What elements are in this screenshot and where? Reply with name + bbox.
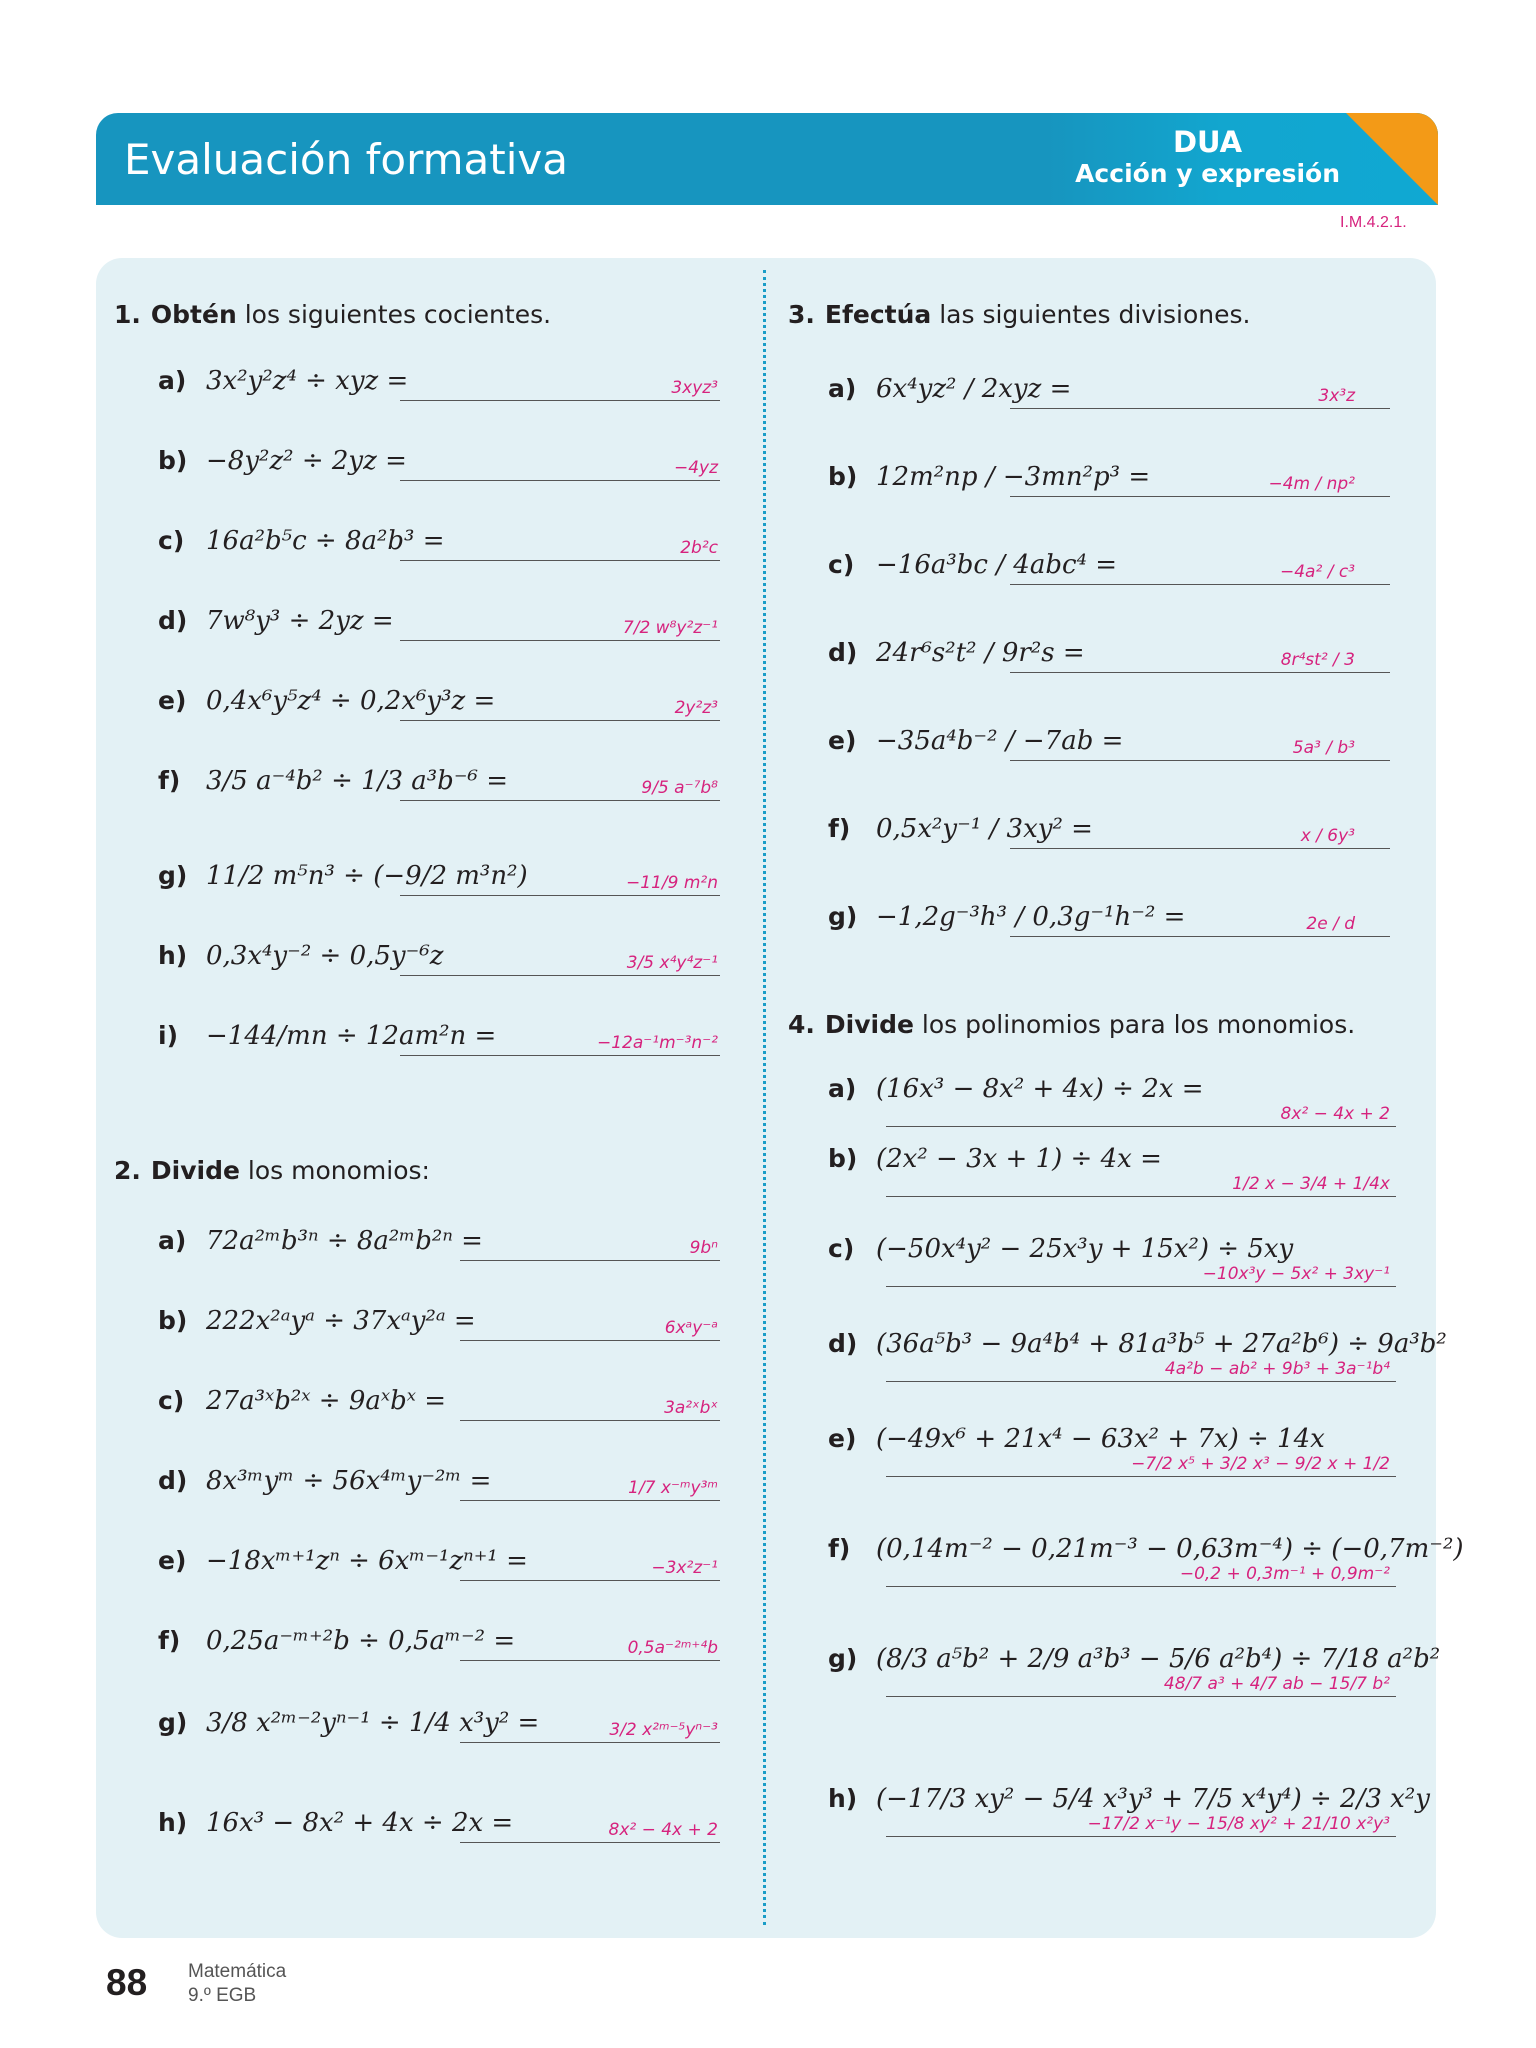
q1-item-h (158, 937, 738, 983)
q1-item-f (158, 762, 738, 808)
q2-heading (114, 1156, 430, 1185)
item-label: e) (158, 1546, 187, 1575)
answer-line[interactable] (1010, 672, 1390, 673)
item-label: f) (158, 1626, 181, 1655)
answer-line[interactable] (400, 400, 720, 401)
answer-line[interactable] (400, 800, 720, 801)
answer-line[interactable] (1010, 848, 1390, 849)
answer-line[interactable] (886, 1696, 1396, 1697)
item-label: h) (158, 941, 188, 970)
q2-item-h (158, 1804, 738, 1850)
grade-level: 9.º EGB (188, 1985, 257, 2006)
answer-text: 5a³ / b³ (1292, 738, 1355, 758)
q4-heading (788, 1010, 1355, 1039)
answer-line[interactable] (1010, 760, 1390, 761)
dua-subtitle: Acción y expresión (1075, 159, 1340, 188)
answer-text: 1/2 x − 3/4 + 1/4x (1232, 1174, 1390, 1194)
answer-line[interactable] (400, 480, 720, 481)
answer-text: 9bⁿ (689, 1238, 718, 1258)
item-label: f) (158, 766, 181, 795)
expression: 24r⁶s²t² / 9r²s = (876, 638, 1085, 668)
q1-item-a (158, 362, 738, 408)
answer-text: 1/7 x⁻ᵐy³ᵐ (628, 1478, 718, 1498)
item-label: e) (828, 1424, 857, 1453)
expression: 0,3x⁴y⁻² ÷ 0,5y⁻⁶z (206, 941, 444, 971)
q3-item-d (828, 634, 1375, 680)
answer-text: 6xᵃy⁻ᵃ (664, 1318, 718, 1338)
answer-text: 4a²b − ab² + 9b³ + 3a⁻¹b⁴ (1164, 1359, 1390, 1379)
q2-item-e (158, 1542, 738, 1588)
q4-item-c (828, 1230, 1410, 1284)
item-label: b) (828, 1144, 858, 1173)
q1-item-e (158, 682, 738, 728)
q1-item-g (158, 857, 738, 903)
expression: 16x³ − 8x² + 4x ÷ 2x = (206, 1808, 514, 1838)
q4-item-h (828, 1780, 1430, 1834)
expression: 8x³ᵐyᵐ ÷ 56x⁴ᵐy⁻²ᵐ = (206, 1466, 492, 1496)
q3-item-c (828, 546, 1375, 592)
item-label: b) (158, 1306, 188, 1335)
item-label: b) (158, 446, 188, 475)
item-label: c) (158, 526, 185, 555)
expression: 11/2 m⁵n³ ÷ (−9/2 m³n²) (206, 861, 528, 891)
item-label: d) (828, 638, 858, 667)
expression: (36a⁵b³ − 9a⁴b⁴ + 81a³b⁵ + 27a²b⁶) ÷ 9a³b² (876, 1329, 1447, 1359)
answer-text: 3/2 x²ᵐ⁻⁵yⁿ⁻³ (609, 1720, 718, 1740)
expression: 222x²ᵃyᵃ ÷ 37xᵃy²ᵃ = (206, 1306, 476, 1336)
answer-text: 8x² − 4x + 2 (1280, 1104, 1390, 1124)
answer-line[interactable] (886, 1381, 1396, 1382)
expression: −1,2g⁻³h³ / 0,3g⁻¹h⁻² = (876, 902, 1186, 932)
q2-item-a (158, 1222, 738, 1268)
expression: 0,25a⁻ᵐ⁺²b ÷ 0,5aᵐ⁻² = (206, 1626, 516, 1656)
item-label: i) (158, 1021, 178, 1050)
answer-text: −3x²z⁻¹ (651, 1558, 718, 1578)
item-label: c) (828, 1234, 855, 1263)
q1-item-b (158, 442, 738, 488)
answer-text: 7/2 w⁸y²z⁻¹ (622, 618, 718, 638)
answer-text: −4m / np² (1268, 474, 1355, 494)
answer-line[interactable] (886, 1126, 1396, 1127)
item-label: c) (158, 1386, 185, 1415)
answer-line[interactable] (886, 1586, 1396, 1587)
q1-item-d (158, 602, 738, 648)
q4-item-d (828, 1325, 1447, 1379)
answer-text: 2e / d (1306, 914, 1355, 934)
q4-text: los polinomios para los monomios. (913, 1010, 1356, 1039)
expression: −8y²z² ÷ 2yz = (206, 446, 407, 476)
expression: −18xᵐ⁺¹zⁿ ÷ 6xᵐ⁻¹zⁿ⁺¹ = (206, 1546, 528, 1576)
answer-line[interactable] (400, 720, 720, 721)
q3-item-a (828, 370, 1375, 416)
answer-text: 9/5 a⁻⁷b⁸ (641, 778, 718, 798)
q2-verb: Divide (150, 1156, 240, 1185)
expression: 12m²np / −3mn²p³ = (876, 462, 1151, 492)
expression: 72a²ᵐb³ⁿ ÷ 8a²ᵐb²ⁿ = (206, 1226, 483, 1256)
answer-text: 3a²ˣbˣ (664, 1398, 718, 1418)
expression: 3/8 x²ᵐ⁻²yⁿ⁻¹ ÷ 1/4 x³y² = (206, 1708, 540, 1738)
expression: (16x³ − 8x² + 4x) ÷ 2x = (876, 1074, 1204, 1104)
answer-text: −4yz (673, 458, 718, 478)
q4-item-f (828, 1530, 1464, 1584)
answer-line[interactable] (400, 640, 720, 641)
answer-text: −12a⁻¹m⁻³n⁻² (597, 1033, 718, 1053)
page-number: 88 (106, 1962, 148, 2003)
expression: (−50x⁴y² − 25x³y + 15x²) ÷ 5xy (876, 1234, 1294, 1264)
answer-text: 0,5a⁻²ᵐ⁺⁴b (627, 1638, 718, 1658)
answer-line[interactable] (886, 1286, 1396, 1287)
answer-line[interactable] (886, 1196, 1396, 1197)
q4-item-a (828, 1070, 1410, 1124)
page-title: Evaluación formativa (124, 135, 568, 184)
answer-text: −4a² / c³ (1280, 562, 1355, 582)
answer-text: 8r⁴st² / 3 (1280, 650, 1355, 670)
q2-item-c (158, 1382, 738, 1428)
answer-text: x / 6y³ (1300, 826, 1355, 846)
answer-line[interactable] (460, 1660, 720, 1661)
answer-line[interactable] (400, 975, 720, 976)
item-label: c) (828, 550, 855, 579)
answer-line[interactable] (460, 1500, 720, 1501)
item-label: g) (828, 1644, 858, 1673)
expression: (−49x⁶ + 21x⁴ − 63x² + 7x) ÷ 14x (876, 1424, 1325, 1454)
answer-text: 2b²c (680, 538, 718, 558)
q1-number: 1. (114, 300, 141, 329)
item-label: g) (158, 861, 188, 890)
q2-number: 2. (114, 1156, 141, 1185)
answer-line[interactable] (460, 1580, 720, 1581)
answer-line[interactable] (460, 1842, 720, 1843)
answer-text: 48/7 a³ + 4/7 ab − 15/7 b² (1163, 1674, 1390, 1694)
q4-item-g (828, 1640, 1441, 1694)
footer-subject (188, 1960, 286, 2008)
q2-item-f (158, 1622, 738, 1668)
q3-heading (788, 300, 1250, 329)
expression: 3/5 a⁻⁴b² ÷ 1/3 a³b⁻⁶ = (206, 766, 509, 796)
item-label: d) (158, 606, 188, 635)
item-label: b) (828, 462, 858, 491)
answer-text: 8x² − 4x + 2 (608, 1820, 718, 1840)
answer-text: 3xyz³ (671, 378, 718, 398)
expression: (−17/3 xy² − 5/4 x³y³ + 7/5 x⁴y⁴) ÷ 2/3 x²y (876, 1784, 1430, 1814)
expression: 7w⁸y³ ÷ 2yz = (206, 606, 394, 636)
answer-line[interactable] (460, 1742, 720, 1743)
answer-text: 3/5 x⁴y⁴z⁻¹ (626, 953, 718, 973)
expression: 6x⁴yz² / 2xyz = (876, 374, 1072, 404)
expression: 3x²y²z⁴ ÷ xyz = (206, 366, 409, 396)
item-label: e) (158, 686, 187, 715)
q3-item-e (828, 722, 1375, 768)
q2-text: los monomios: (239, 1156, 430, 1185)
answer-line[interactable] (460, 1340, 720, 1341)
q3-item-g (828, 898, 1375, 944)
expression: (2x² − 3x + 1) ÷ 4x = (876, 1144, 1162, 1174)
q1-text: los siguientes cocientes. (236, 300, 552, 329)
item-label: h) (158, 1808, 188, 1837)
section-header (96, 113, 1438, 205)
q2-item-d (158, 1462, 738, 1508)
answer-line[interactable] (886, 1476, 1396, 1477)
answer-text: −17/2 x⁻¹y − 15/8 xy² + 21/10 x²y³ (1087, 1814, 1390, 1834)
answer-line[interactable] (460, 1260, 720, 1261)
item-label: f) (828, 814, 851, 843)
item-label: d) (828, 1329, 858, 1358)
header-corner (1346, 113, 1438, 205)
q3-text: las siguientes divisiones. (931, 300, 1251, 329)
answer-line[interactable] (1010, 408, 1390, 409)
expression: (0,14m⁻² − 0,21m⁻³ − 0,63m⁻⁴) ÷ (−0,7m⁻²) (876, 1534, 1464, 1564)
item-label: e) (828, 726, 857, 755)
answer-line[interactable] (400, 895, 720, 896)
answer-text: −7/2 x⁵ + 3/2 x³ − 9/2 x + 1/2 (1131, 1454, 1390, 1474)
answer-text: −11/9 m²n (626, 873, 718, 893)
dua-label: DUA (1172, 125, 1243, 159)
item-label: a) (828, 1074, 857, 1103)
item-label: g) (158, 1708, 188, 1737)
q4-item-e (828, 1420, 1410, 1474)
answer-line[interactable] (400, 1055, 720, 1056)
q1-item-i (158, 1017, 738, 1063)
dua-badge (1075, 125, 1340, 188)
q4-number: 4. (788, 1010, 815, 1039)
q4-verb: Divide (824, 1010, 914, 1039)
q2-item-b (158, 1302, 738, 1348)
q3-verb: Efectúa (824, 300, 932, 329)
item-label: d) (158, 1466, 188, 1495)
q3-item-b (828, 458, 1375, 504)
item-label: h) (828, 1784, 858, 1813)
indicator-code: I.M.4.2.1. (1340, 214, 1407, 231)
item-label: a) (158, 1226, 187, 1255)
q1-item-c (158, 522, 738, 568)
q1-verb: Obtén (150, 300, 237, 329)
answer-text: −10x³y − 5x² + 3xy⁻¹ (1202, 1264, 1390, 1284)
expression: −16a³bc / 4abc⁴ = (876, 550, 1118, 580)
answer-line[interactable] (1010, 936, 1390, 937)
expression: 16a²b⁵c ÷ 8a²b³ = (206, 526, 445, 556)
q1-heading (114, 300, 551, 329)
expression: 0,5x²y⁻¹ / 3xy² = (876, 814, 1093, 844)
answer-line[interactable] (460, 1420, 720, 1421)
answer-text: −0,2 + 0,3m⁻¹ + 0,9m⁻² (1179, 1564, 1390, 1584)
answer-text: 3x³z (1318, 386, 1355, 406)
item-label: f) (828, 1534, 851, 1563)
answer-text: 2y²z³ (674, 698, 718, 718)
expression: 27a³ˣb²ˣ ÷ 9aˣbˣ = (206, 1386, 447, 1416)
q3-number: 3. (788, 300, 815, 329)
expression: −35a⁴b⁻² / −7ab = (876, 726, 1124, 756)
item-label: g) (828, 902, 858, 931)
answer-line[interactable] (400, 560, 720, 561)
answer-line[interactable] (1010, 584, 1390, 585)
expression: 0,4x⁶y⁵z⁴ ÷ 0,2x⁶y³z = (206, 686, 496, 716)
expression: −144/mn ÷ 12am²n = (206, 1021, 497, 1051)
answer-line[interactable] (1010, 496, 1390, 497)
item-label: a) (158, 366, 187, 395)
item-label: a) (828, 374, 857, 403)
answer-line[interactable] (886, 1836, 1396, 1837)
q2-item-g (158, 1704, 738, 1750)
expression: (8/3 a⁵b² + 2/9 a³b³ − 5/6 a²b⁴) ÷ 7/18 a²b² (876, 1644, 1441, 1674)
q4-item-b (828, 1140, 1410, 1194)
q3-item-f (828, 810, 1375, 856)
column-divider (763, 270, 766, 1925)
subject-name: Matemática (188, 1961, 287, 1982)
